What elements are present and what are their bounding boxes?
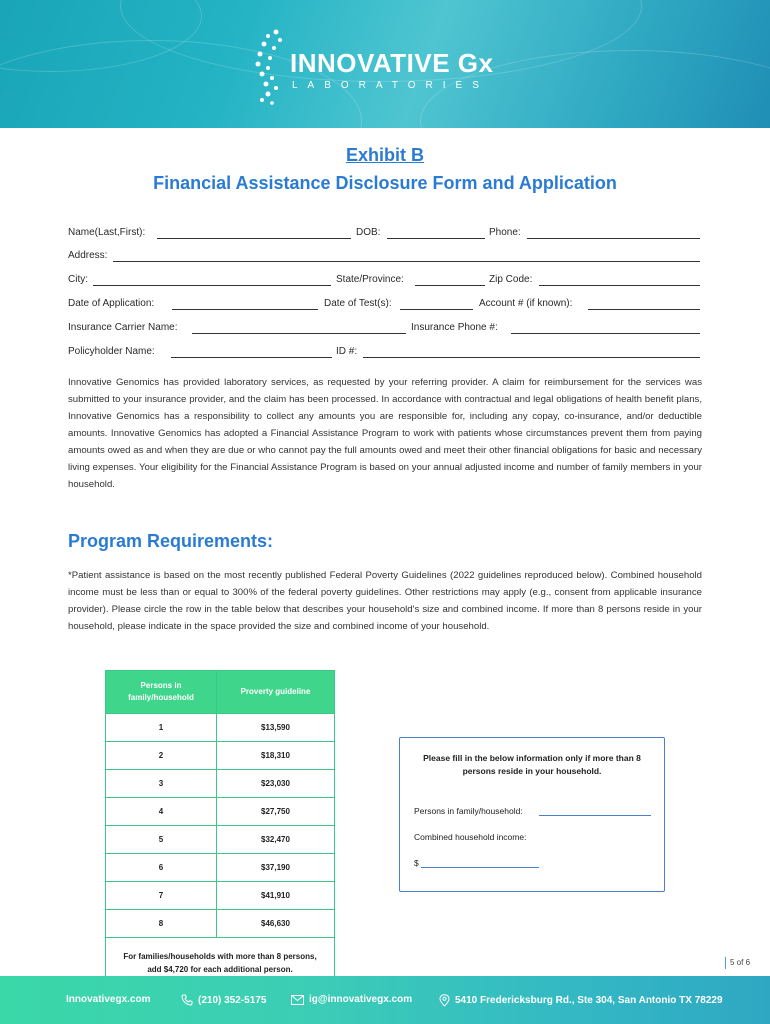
- address-field[interactable]: [113, 261, 700, 262]
- account-label: Account # (if known):: [479, 298, 573, 309]
- phone-icon: [181, 994, 193, 1006]
- persons-cell: 7: [106, 882, 217, 910]
- insurance-phone-field[interactable]: [511, 333, 700, 334]
- table-row[interactable]: [106, 714, 335, 742]
- address-text: 5410 Fredericksburg Rd., Ste 304, San Antonio TX 78229: [455, 995, 723, 1006]
- income-field[interactable]: [421, 867, 539, 868]
- persons-label: Persons in family/household:: [414, 806, 523, 816]
- address-label: Address:: [68, 250, 108, 261]
- form-row-dates: [68, 298, 700, 314]
- zip-label: Zip Code:: [489, 274, 533, 285]
- income-label: Combined household income:: [414, 832, 527, 842]
- table-row[interactable]: [106, 798, 335, 826]
- guideline-cell: $46,630: [217, 910, 335, 938]
- guideline-cell: $41,910: [217, 882, 335, 910]
- guideline-cell: $18,310: [217, 742, 335, 770]
- insurance-phone-label: Insurance Phone #:: [411, 322, 498, 333]
- dob-label: DOB:: [356, 227, 381, 238]
- form-row-insurance: [68, 322, 700, 338]
- program-paragraph: *Patient assistance is based on the most recently published Federal Poverty Guidelines (2022 guidelines reproduced below). Combined household income must be less than or equal to 300% of the federal poverty guidelines. Other restrictions may apply (e.g., consent from applicable insurance provider). Please circle the row in the table below that describes your household's size and combined income. If more than 8 persons reside in your household, please indicate in the space provided the size and combined income of your household.: [68, 570, 702, 632]
- name-field[interactable]: [157, 238, 351, 239]
- policyholder-label: Policyholder Name:: [68, 346, 155, 357]
- persons-cell: 1: [106, 714, 217, 742]
- id-field[interactable]: [363, 357, 700, 358]
- name-label: Name(Last,First):: [68, 227, 146, 238]
- form-title: Financial Assistance Disclosure Form and Application: [153, 173, 617, 193]
- date-application-label: Date of Application:: [68, 298, 155, 309]
- guideline-cell: $13,590: [217, 714, 335, 742]
- footer-email[interactable]: [291, 994, 412, 1005]
- large-household-box: [399, 737, 665, 892]
- date-application-field[interactable]: [172, 309, 318, 310]
- footer-phone[interactable]: [181, 994, 266, 1006]
- brand-subtitle: LABORATORIES: [292, 80, 489, 91]
- dna-helix-icon: [250, 28, 290, 106]
- persons-field[interactable]: [539, 815, 651, 816]
- table-header-row: [106, 671, 335, 714]
- persons-cell: 4: [106, 798, 217, 826]
- persons-cell: 2: [106, 742, 217, 770]
- form-row-city: [68, 274, 700, 290]
- table-row[interactable]: [106, 742, 335, 770]
- exhibit-label: Exhibit B: [345, 145, 424, 165]
- form-row-policyholder: [68, 346, 700, 362]
- mail-icon: [291, 995, 304, 1005]
- table-row[interactable]: [106, 854, 335, 882]
- id-label: ID #:: [336, 346, 358, 357]
- table-note: For families/households with more than 8 persons, add $4,720 for each additional person.: [106, 938, 335, 989]
- dob-field[interactable]: [387, 238, 485, 239]
- website-text: Innovativegx.com: [66, 994, 151, 1005]
- guideline-cell: $23,030: [217, 770, 335, 798]
- program-heading: Program Requirements:: [68, 531, 274, 551]
- dollar-sign: $: [414, 858, 419, 868]
- insurance-carrier-field[interactable]: [192, 333, 406, 334]
- persons-cell: 5: [106, 826, 217, 854]
- email-text: ig@innovativegx.com: [309, 994, 413, 1005]
- persons-cell: 8: [106, 910, 217, 938]
- guideline-cell: $32,470: [217, 826, 335, 854]
- persons-cell: 3: [106, 770, 217, 798]
- city-label: City:: [68, 274, 88, 285]
- phone-label: Phone:: [489, 227, 521, 238]
- header-guideline: Proverty guideline: [217, 671, 335, 714]
- persons-cell: 6: [106, 854, 217, 882]
- footer-bar: [0, 976, 770, 1024]
- box-title: Please fill in the below information only if more than 8 persons reside in your household.: [423, 753, 641, 776]
- poverty-guideline-table: [105, 670, 335, 989]
- page-number: 5 of 6: [725, 957, 750, 969]
- header-persons: Persons in family/household: [106, 671, 217, 714]
- state-label: State/Province:: [336, 274, 404, 285]
- date-tests-label: Date of Test(s):: [324, 298, 392, 309]
- location-pin-icon: [439, 994, 450, 1007]
- table-row[interactable]: [106, 882, 335, 910]
- guideline-cell: $37,190: [217, 854, 335, 882]
- table-row[interactable]: [106, 910, 335, 938]
- form-row-name: [68, 227, 700, 243]
- header-banner: [0, 0, 770, 128]
- table-row[interactable]: [106, 770, 335, 798]
- brand-name: INNOVATIVE Gx: [290, 48, 494, 78]
- table-row[interactable]: [106, 826, 335, 854]
- footer-website[interactable]: [66, 994, 150, 1005]
- phone-field[interactable]: [527, 238, 700, 239]
- form-row-address: [68, 250, 700, 266]
- date-tests-field[interactable]: [400, 309, 473, 310]
- zip-field[interactable]: [539, 285, 700, 286]
- guideline-cell: $27,750: [217, 798, 335, 826]
- intro-paragraph: Innovative Genomics has provided laboratory services, as requested by your referring provider. A claim for reimbursement for the services was submitted to your insurance provider, and the claim has been processed. In accordance with contractual and legal obligations of health benefit plans, Innovative Genomics has a responsibility to collect any amounts you are responsible for, including any copay, co-insurance, and/or deductible amounts. Innovative Genomics has adopted a Financial Assistance Program to work with patients whose circumstances prevent them from paying amounts owed as and when they are due or who cannot pay the full amounts owed and meet their other financial obligations for basic and necessary living expenses. Your eligibility for the Financial Assistance Program is based on your annual adjusted income and number of family members in your household.: [68, 377, 702, 490]
- city-field[interactable]: [93, 285, 331, 286]
- brand-logo: [250, 28, 530, 103]
- policyholder-field[interactable]: [171, 357, 332, 358]
- state-field[interactable]: [415, 285, 485, 286]
- footer-address: [439, 994, 723, 1007]
- phone-text: (210) 352-5175: [198, 994, 267, 1006]
- insurance-carrier-label: Insurance Carrier Name:: [68, 322, 178, 333]
- account-field[interactable]: [588, 309, 700, 310]
